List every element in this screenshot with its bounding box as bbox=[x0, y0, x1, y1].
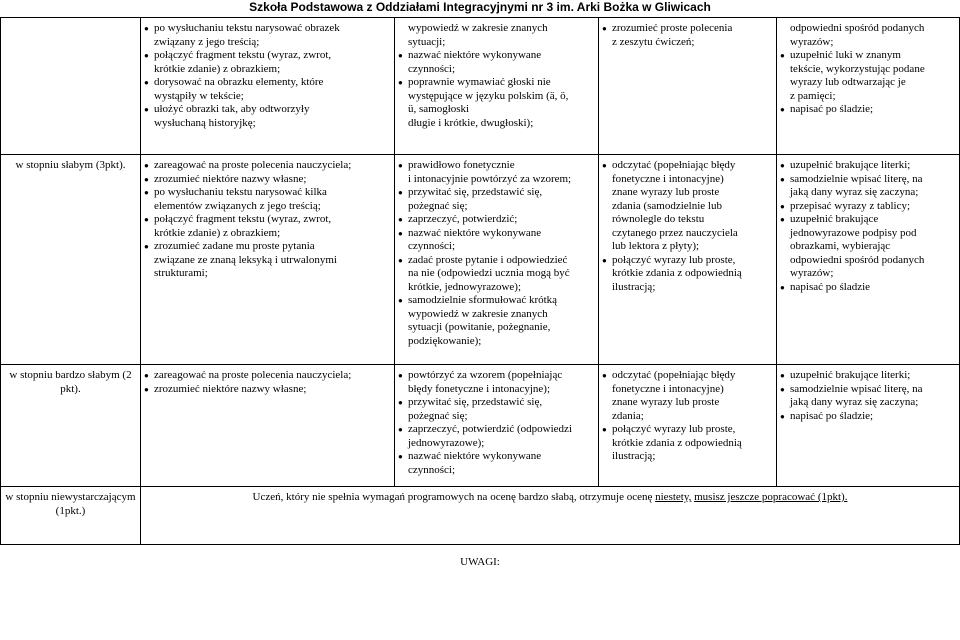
list-item: jednowyrazowe); bbox=[408, 436, 485, 449]
list-item: strukturami; bbox=[154, 267, 208, 279]
list-item: ● zadać proste pytanie i odpowiedzieć bbox=[398, 254, 595, 268]
requirement-list bbox=[602, 369, 773, 464]
level-label: w stopniu słabym (3pkt). bbox=[1, 155, 141, 365]
list-item: znane wyrazy lub proste bbox=[612, 186, 720, 198]
requirement-list bbox=[144, 159, 391, 281]
level-label: w stopniu niewystarczającym (1pkt.) bbox=[1, 487, 141, 545]
list-item: jednowyrazowe podpisy pod bbox=[790, 226, 917, 239]
list-item: wystąpiły w tekście; bbox=[154, 89, 244, 102]
list-item: czytanego przez nauczyciela bbox=[612, 226, 738, 239]
list-item: ● dorysować na obrazku elementy, które bbox=[144, 76, 391, 90]
list-item: ● zareagować na proste polecenia nauczyciela; bbox=[144, 369, 391, 383]
list-item: czynności; bbox=[408, 62, 456, 75]
reading-cell bbox=[599, 155, 777, 365]
list-item: krótkie zdania z odpowiednią bbox=[612, 267, 742, 279]
list-item: ● przywitać się, przedstawić się, bbox=[398, 186, 595, 200]
list-item: krótkie, jednowyrazowe); bbox=[408, 280, 522, 293]
list-item: zdania; bbox=[612, 409, 644, 422]
list-item: tekście, wykorzystując podane bbox=[790, 62, 925, 75]
list-item: wyrazów; bbox=[790, 267, 834, 279]
reading-cell bbox=[599, 365, 777, 487]
list-item: ● przepisać wyrazy z tablicy; bbox=[780, 200, 956, 214]
list-item: wyrazy lub odtwarzając je bbox=[790, 76, 906, 88]
list-item: jaką dany wyraz się zaczyna; bbox=[790, 186, 919, 198]
list-item: zdania (samodzielnie lub bbox=[612, 199, 722, 212]
list-item: ● samodzielnie wpisać literę, na bbox=[780, 383, 956, 397]
requirement-list bbox=[780, 22, 956, 117]
list-item: i intonacyjnie powtórzyć za wzorem; bbox=[408, 172, 572, 185]
list-item: związane ze znaną leksyką i utrwalonymi bbox=[154, 253, 337, 266]
speaking-cell bbox=[395, 365, 599, 487]
requirement-list bbox=[398, 369, 595, 477]
table-row bbox=[1, 155, 960, 365]
requirement-list bbox=[780, 369, 956, 423]
list-item: występujące w języku polskim (ä, ö, bbox=[408, 89, 569, 102]
note-underlined-1: niestety, bbox=[655, 491, 692, 503]
list-item: fonetyczne i intonacyjne) bbox=[612, 382, 724, 395]
list-item: z zeszytu ćwiczeń; bbox=[612, 35, 695, 48]
list-item: na nie (odpowiedzi ucznia mogą być bbox=[408, 267, 570, 279]
list-item: wypowiedź w zakresie znanych bbox=[408, 22, 548, 34]
requirement-list bbox=[144, 22, 391, 130]
list-item: ● odczytać (popełniając błędy bbox=[602, 159, 773, 173]
list-item: ● połączyć fragment tekstu (wyraz, zwrot, bbox=[144, 213, 391, 227]
page-title: Szkoła Podstawowa z Oddziałami Integracyjnymi nr 3 im. Arki Bożka w Gliwicach bbox=[249, 0, 711, 14]
list-item: ● powtórzyć za wzorem (popełniając bbox=[398, 369, 595, 383]
list-item: ● zrozumieć niektóre nazwy własne; bbox=[144, 173, 391, 187]
list-item: ● samodzielnie sformułować krótką bbox=[398, 294, 595, 308]
table-row bbox=[1, 487, 960, 545]
list-item: ● przywitać się, przedstawić się, bbox=[398, 396, 595, 410]
list-item: podziękowanie); bbox=[408, 334, 482, 347]
requirement-list bbox=[602, 159, 773, 294]
requirements-table bbox=[0, 17, 960, 545]
list-item: wypowiedź w zakresie znanych bbox=[408, 307, 548, 320]
requirement-list bbox=[398, 22, 595, 130]
reading-cell bbox=[599, 18, 777, 155]
list-item: ü, samogłoski bbox=[408, 103, 470, 115]
list-item: ● zrozumieć zadane mu proste pytania bbox=[144, 240, 391, 254]
list-item: pożegnać się; bbox=[408, 409, 468, 422]
list-item: ilustracją; bbox=[612, 450, 656, 462]
list-item: długie i krótkie, dwugłoski); bbox=[408, 116, 534, 129]
list-item: ● zareagować na proste polecenia nauczyciela; bbox=[144, 159, 391, 173]
list-item: ● połączyć wyrazy lub proste, bbox=[602, 254, 773, 268]
requirement-list bbox=[602, 22, 773, 49]
list-item: ● prawidłowo fonetycznie bbox=[398, 159, 595, 173]
list-item: krótkie zdanie) z obrazkiem; bbox=[154, 62, 281, 75]
list-item: odpowiedni spośród podanych bbox=[790, 22, 925, 34]
list-item: ● uzupełnić brakujące literki; bbox=[780, 159, 956, 173]
level-label bbox=[1, 18, 141, 155]
list-item: ● samodzielnie wpisać literę, na bbox=[780, 173, 956, 187]
list-item: ● nazwać niektóre wykonywane bbox=[398, 227, 595, 241]
list-item: ● napisać po śladzie; bbox=[780, 410, 956, 424]
list-item: fonetyczne i intonacyjne) bbox=[612, 172, 724, 185]
list-item: lub lektora z płyty); bbox=[612, 240, 700, 252]
list-item: ● napisać po śladzie; bbox=[780, 103, 956, 117]
requirement-list bbox=[398, 159, 595, 348]
list-item: ● po wysłuchaniu tekstu narysować kilka bbox=[144, 186, 391, 200]
list-item: ● zaprzeczyć, potwierdzić (odpowiedzi bbox=[398, 423, 595, 437]
note-text: Uczeń, który nie spełnia wymagań programowych na ocenę bardzo słabą, otrzymuje ocenę bbox=[252, 491, 656, 503]
list-item: krótkie zdanie) z obrazkiem; bbox=[154, 226, 281, 239]
note-underlined-2: musisz jeszcze popracować (1pkt). bbox=[694, 491, 848, 503]
list-item: ● nazwać niektóre wykonywane bbox=[398, 450, 595, 464]
list-item: obrazkami, wybierając bbox=[790, 240, 891, 252]
writing-cell bbox=[777, 365, 960, 487]
list-item: sytuacji (powitanie, pożegnanie, bbox=[408, 321, 551, 333]
list-item: czynności; bbox=[408, 463, 456, 476]
writing-cell bbox=[777, 155, 960, 365]
listening-cell bbox=[141, 18, 395, 155]
table-row bbox=[1, 18, 960, 155]
list-item: błędy fonetyczne i intonacyjne); bbox=[408, 382, 551, 395]
table-row bbox=[1, 365, 960, 487]
speaking-cell bbox=[395, 18, 599, 155]
requirement-list bbox=[780, 159, 956, 294]
list-item: ● ułożyć obrazki tak, aby odtworzyły bbox=[144, 103, 391, 117]
list-item: ● połączyć wyrazy lub proste, bbox=[602, 423, 773, 437]
list-item: ● zrozumieć niektóre nazwy własne; bbox=[144, 383, 391, 397]
list-item: czynności; bbox=[408, 240, 456, 252]
list-item: ● uzupełnić luki w znanym bbox=[780, 49, 956, 63]
listening-cell bbox=[141, 155, 395, 365]
writing-cell bbox=[777, 18, 960, 155]
list-item: ● zaprzeczyć, potwierdzić; bbox=[398, 213, 595, 227]
list-item: wysłuchaną historyjkę; bbox=[154, 116, 256, 129]
list-item: ● nazwać niektóre wykonywane bbox=[398, 49, 595, 63]
list-item: ● odczytać (popełniając błędy bbox=[602, 369, 773, 383]
list-item: ● napisać po śladzie bbox=[780, 281, 956, 295]
list-item: pożegnać się; bbox=[408, 199, 468, 212]
remarks-label: UWAGI: bbox=[460, 556, 500, 568]
insufficient-note bbox=[141, 487, 960, 545]
list-item: jaką dany wyraz się zaczyna; bbox=[790, 396, 919, 408]
list-item: równolegle do tekstu bbox=[612, 213, 705, 225]
list-item: sytuacji; bbox=[408, 35, 446, 48]
list-item: znane wyrazy lub proste bbox=[612, 396, 720, 408]
list-item: ● po wysłuchaniu tekstu narysować obrazek bbox=[144, 22, 391, 36]
list-item: ● uzupełnić brakujące bbox=[780, 213, 956, 227]
list-item: ● zrozumieć proste polecenia bbox=[602, 22, 773, 36]
speaking-cell bbox=[395, 155, 599, 365]
list-item: ● połączyć fragment tekstu (wyraz, zwrot, bbox=[144, 49, 391, 63]
requirement-list bbox=[144, 369, 391, 396]
list-item: ● uzupełnić brakujące literki; bbox=[780, 369, 956, 383]
list-item: odpowiedni spośród podanych bbox=[790, 253, 925, 266]
level-label: w stopniu bardzo słabym (2 pkt). bbox=[1, 365, 141, 487]
listening-cell bbox=[141, 365, 395, 487]
list-item: ilustracją; bbox=[612, 280, 656, 293]
list-item: elementów związanych z jego treścią; bbox=[154, 199, 321, 212]
list-item: z pamięci; bbox=[790, 89, 836, 102]
list-item: ● poprawnie wymawiać głoski nie bbox=[398, 76, 595, 90]
list-item: związany z jego treścią; bbox=[154, 35, 260, 48]
list-item: wyrazów; bbox=[790, 35, 834, 48]
list-item: krótkie zdania z odpowiednią bbox=[612, 436, 742, 449]
